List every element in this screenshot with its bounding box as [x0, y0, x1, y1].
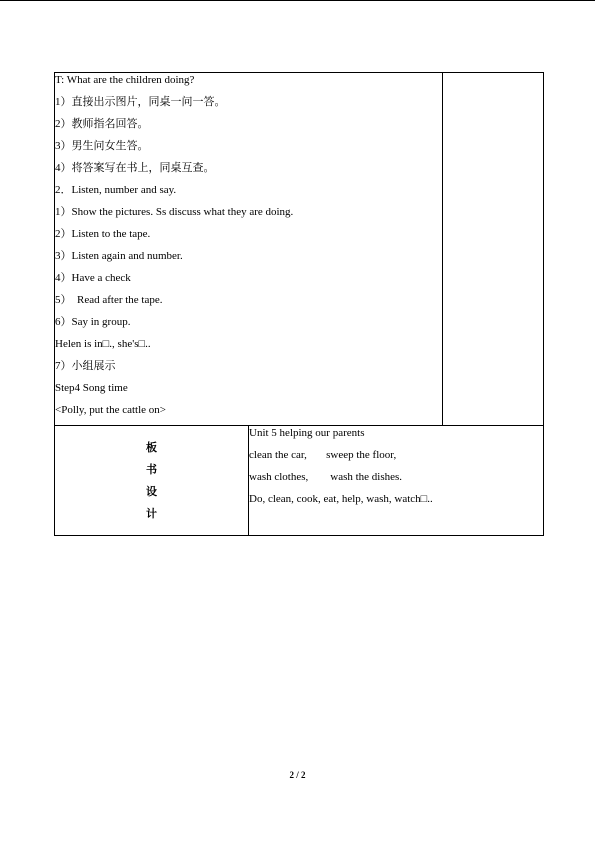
step-line: 5） Read after the tape.	[55, 294, 163, 306]
lesson-plan-table	[54, 72, 544, 536]
board-line: Unit 5 helping our parents	[249, 427, 365, 439]
step-line: 2）Listen to the tape.	[55, 228, 151, 240]
step-line: 1）Show the pictures. Ss discuss what they are doing.	[55, 206, 294, 218]
top-rule	[0, 0, 595, 1]
page-number: 2 / 2	[289, 770, 306, 780]
step-line: 3）Listen again and number.	[55, 250, 183, 262]
step-line: T: What are the children doing?	[55, 74, 195, 86]
step-line: Step4 Song time	[55, 382, 128, 394]
board-label-char: 设	[146, 484, 157, 498]
step-line: Helen is in□., she's□..	[55, 338, 151, 350]
notes-cell	[443, 73, 544, 426]
board-label-char: 计	[146, 506, 157, 520]
board-label-char: 板	[146, 440, 157, 454]
step-line: 4）将答案写在书上，同桌互查。	[55, 162, 215, 174]
step-line: 3）男生问女生答。	[55, 140, 149, 152]
step-line: 7）小组展示	[55, 360, 116, 372]
step-line: <Polly, put the cattle on>	[55, 404, 166, 416]
board-line: wash clothes, wash the dishes.	[249, 471, 403, 483]
step-line: 1）直接出示图片，同桌一问一答。	[55, 96, 226, 108]
step-line: 4）Have a check	[55, 272, 131, 284]
board-label-char: 书	[146, 462, 157, 476]
step-line: 6）Say in group.	[55, 316, 131, 328]
steps-row	[55, 73, 544, 426]
board-line: Do, clean, cook, eat, help, wash, watch□..	[249, 493, 433, 505]
teaching-steps-cell	[55, 73, 443, 426]
board-design-label-cell	[55, 426, 249, 536]
board-design-content	[249, 426, 544, 536]
step-line: 2）教师指名回答。	[55, 118, 149, 130]
board-line: clean the car, sweep the floor,	[249, 449, 397, 461]
board-design-label	[55, 437, 248, 525]
step-line: 2．Listen, number and say.	[55, 184, 177, 196]
board-row	[55, 426, 544, 536]
